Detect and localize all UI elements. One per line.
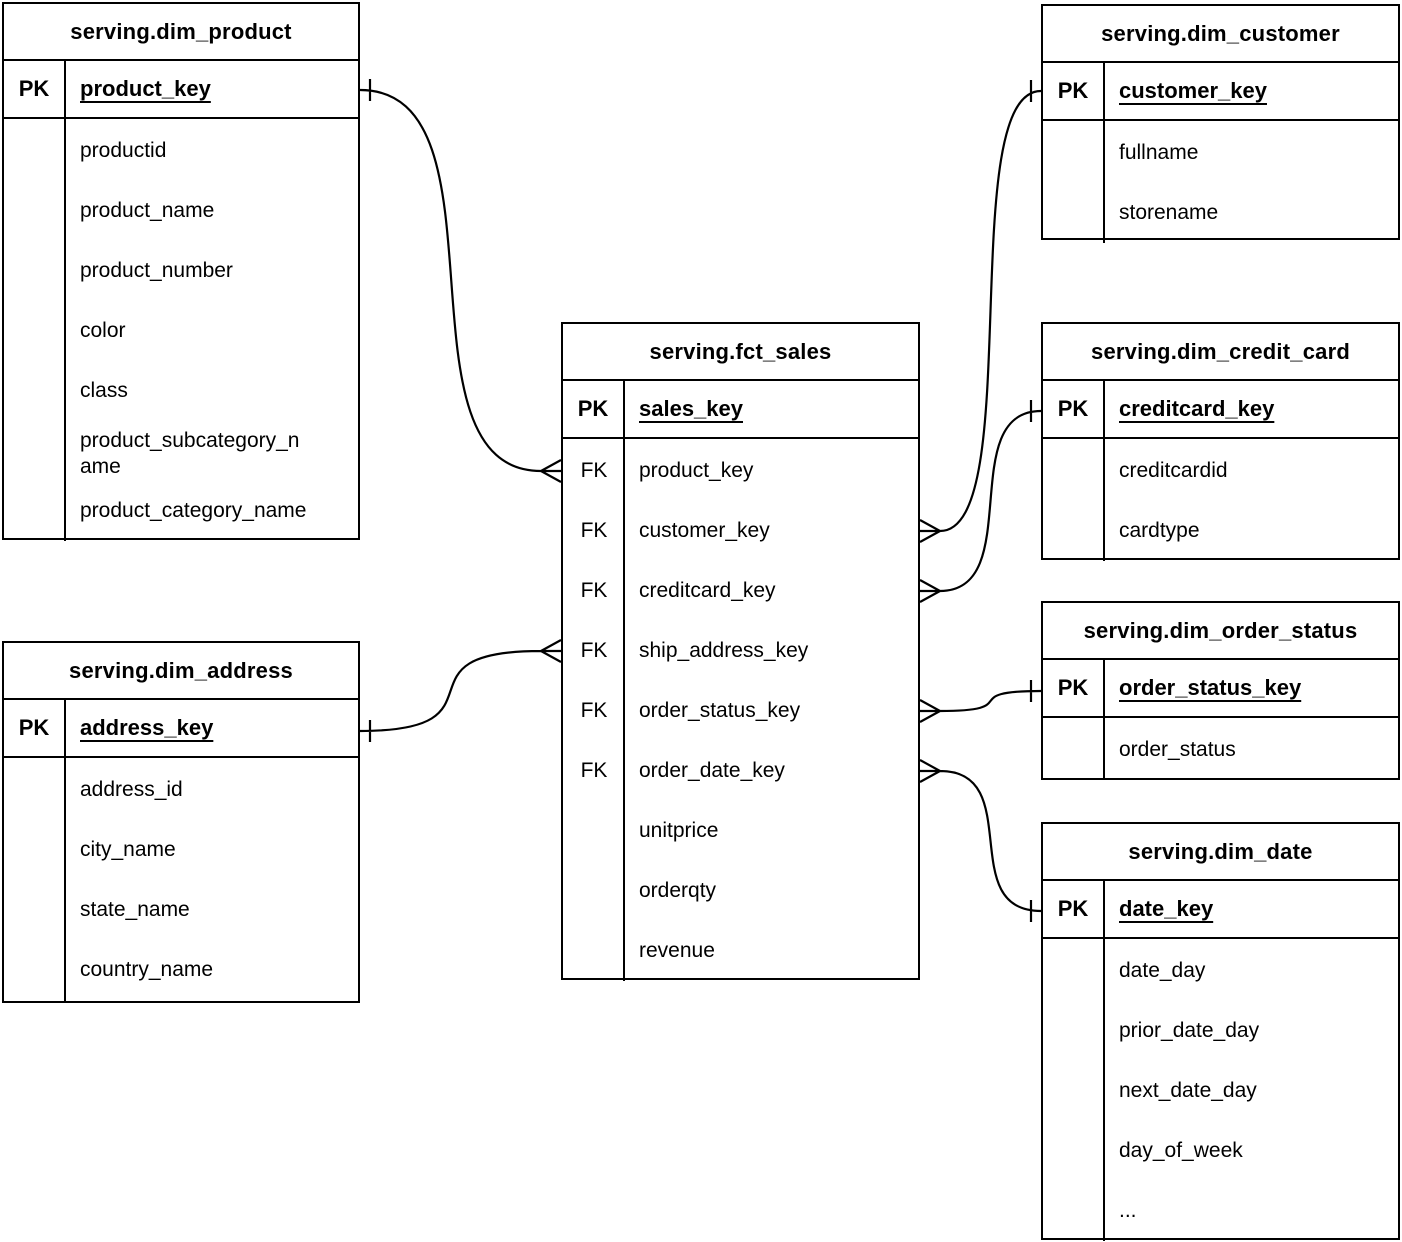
column-row — [4, 361, 358, 421]
pk-field-name: product_key — [80, 76, 211, 101]
column-name: next_date_day — [1119, 1079, 1257, 1102]
fk-badge: FK — [580, 579, 608, 602]
table-dim-address — [2, 641, 360, 1003]
relationship-order-date-key — [920, 760, 1041, 922]
column-name: state_name — [80, 898, 190, 921]
column-name: unitprice — [639, 819, 719, 842]
table-title: serving.dim_customer — [1043, 6, 1398, 63]
pk-row — [1043, 381, 1398, 439]
column-name: fullname — [1119, 141, 1199, 164]
key-badge — [4, 940, 66, 1000]
table-dim-date — [1041, 822, 1400, 1240]
column-row — [563, 441, 918, 501]
column-row — [563, 741, 918, 801]
key-badge — [4, 181, 66, 241]
table-title: serving.dim_product — [4, 4, 358, 61]
column-row — [563, 561, 918, 621]
pk-field-name: creditcard_key — [1119, 396, 1275, 421]
key-badge — [563, 861, 625, 921]
column-row — [4, 880, 358, 940]
column-name: productid — [80, 139, 167, 162]
pk-field-name: address_key — [80, 715, 214, 740]
table-title: serving.dim_date — [1043, 824, 1398, 881]
key-badge — [1043, 501, 1105, 561]
table-fct-sales — [561, 322, 920, 980]
column-row — [1043, 941, 1398, 1001]
column-name: date_day — [1119, 959, 1206, 982]
pk-badge: PK — [1043, 660, 1105, 716]
column-name: address_id — [80, 778, 183, 801]
table-body — [4, 758, 358, 1001]
column-row — [563, 621, 918, 681]
pk-badge: PK — [563, 381, 625, 437]
key-badge — [4, 820, 66, 880]
key-badge — [4, 361, 66, 421]
column-row — [4, 121, 358, 181]
column-row — [4, 820, 358, 880]
column-name: order_date_key — [639, 759, 785, 782]
pk-field-name: date_key — [1119, 896, 1214, 921]
table-title: serving.fct_sales — [563, 324, 918, 381]
key-badge — [4, 421, 66, 481]
key-badge — [4, 301, 66, 361]
column-row — [563, 681, 918, 741]
column-name: product_subcategory_name — [80, 428, 300, 478]
fk-badge: FK — [580, 639, 608, 662]
fk-badge: FK — [580, 759, 608, 782]
table-dim-credit-card — [1041, 322, 1400, 560]
column-name: city_name — [80, 838, 176, 861]
key-badge — [4, 760, 66, 820]
column-row — [1043, 441, 1398, 501]
table-title: serving.dim_address — [4, 643, 358, 700]
column-name: cardtype — [1119, 519, 1200, 542]
column-name: color — [80, 319, 126, 342]
column-row — [1043, 1181, 1398, 1241]
relationship-creditcard-key — [920, 400, 1041, 602]
column-name: product_number — [80, 259, 233, 282]
key-badge — [563, 921, 625, 981]
table-body — [1043, 939, 1398, 1241]
column-row — [4, 421, 358, 481]
pk-field-name: customer_key — [1119, 78, 1267, 103]
column-name: ... — [1119, 1199, 1137, 1222]
pk-row — [1043, 63, 1398, 121]
key-badge — [1043, 1181, 1105, 1241]
key-badge — [4, 241, 66, 301]
column-name: customer_key — [639, 519, 770, 542]
key-badge — [1043, 123, 1105, 183]
column-name: country_name — [80, 958, 214, 981]
pk-row — [1043, 881, 1398, 939]
column-row — [4, 481, 358, 541]
column-name: orderqty — [639, 879, 717, 902]
key-badge — [4, 121, 66, 181]
relationship-product-key — [360, 79, 561, 482]
fk-badge: FK — [580, 459, 608, 482]
key-badge — [1043, 1001, 1105, 1061]
column-name: revenue — [639, 939, 715, 962]
key-badge — [1043, 1061, 1105, 1121]
table-dim-customer — [1041, 4, 1400, 240]
key-badge — [1043, 1121, 1105, 1181]
pk-row — [4, 700, 358, 758]
pk-row — [563, 381, 918, 439]
column-name: day_of_week — [1119, 1139, 1243, 1162]
column-name: creditcard_key — [639, 579, 776, 602]
pk-field-name: sales_key — [639, 396, 743, 421]
table-dim-order-status — [1041, 601, 1400, 780]
pk-row — [4, 61, 358, 119]
column-row — [1043, 1121, 1398, 1181]
column-row — [563, 921, 918, 981]
pk-badge: PK — [4, 700, 66, 756]
key-badge — [4, 880, 66, 940]
column-row — [4, 181, 358, 241]
column-row — [4, 301, 358, 361]
key-badge — [1043, 941, 1105, 1001]
relationship-ship-address-key — [360, 640, 561, 742]
column-name: storename — [1119, 201, 1219, 224]
column-name: order_status_key — [639, 699, 801, 722]
key-badge — [563, 801, 625, 861]
column-row — [4, 241, 358, 301]
table-body — [563, 439, 918, 981]
column-row — [1043, 1061, 1398, 1121]
column-name: order_status — [1119, 738, 1236, 761]
pk-badge: PK — [1043, 881, 1105, 937]
table-title: serving.dim_credit_card — [1043, 324, 1398, 381]
column-name: creditcardid — [1119, 459, 1228, 482]
column-row — [1043, 501, 1398, 561]
column-name: product_name — [80, 199, 215, 222]
column-row — [1043, 183, 1398, 243]
table-dim-product — [2, 2, 360, 540]
column-name: product_category_name — [80, 499, 307, 522]
key-badge — [4, 481, 66, 541]
pk-row — [1043, 660, 1398, 718]
column-row — [1043, 720, 1398, 780]
table-body — [4, 119, 358, 541]
column-name: ship_address_key — [639, 639, 809, 662]
column-row — [4, 940, 358, 1000]
column-name: prior_date_day — [1119, 1019, 1260, 1042]
fk-badge: FK — [580, 519, 608, 542]
key-badge — [1043, 720, 1105, 780]
pk-field-name: order_status_key — [1119, 675, 1302, 700]
column-row — [563, 501, 918, 561]
column-row — [4, 760, 358, 820]
column-row — [1043, 123, 1398, 183]
relationship-customer-key — [920, 80, 1041, 542]
table-body — [1043, 718, 1398, 780]
table-body — [1043, 121, 1398, 243]
column-row — [563, 801, 918, 861]
column-name: class — [80, 379, 128, 402]
column-name: product_key — [639, 459, 754, 482]
pk-badge: PK — [4, 61, 66, 117]
fk-badge: FK — [580, 699, 608, 722]
relationship-order-status-key — [920, 680, 1041, 722]
key-badge — [1043, 441, 1105, 501]
table-body — [1043, 439, 1398, 561]
key-badge — [1043, 183, 1105, 243]
pk-badge: PK — [1043, 381, 1105, 437]
column-row — [1043, 1001, 1398, 1061]
table-title: serving.dim_order_status — [1043, 603, 1398, 660]
column-row — [563, 861, 918, 921]
pk-badge: PK — [1043, 63, 1105, 119]
